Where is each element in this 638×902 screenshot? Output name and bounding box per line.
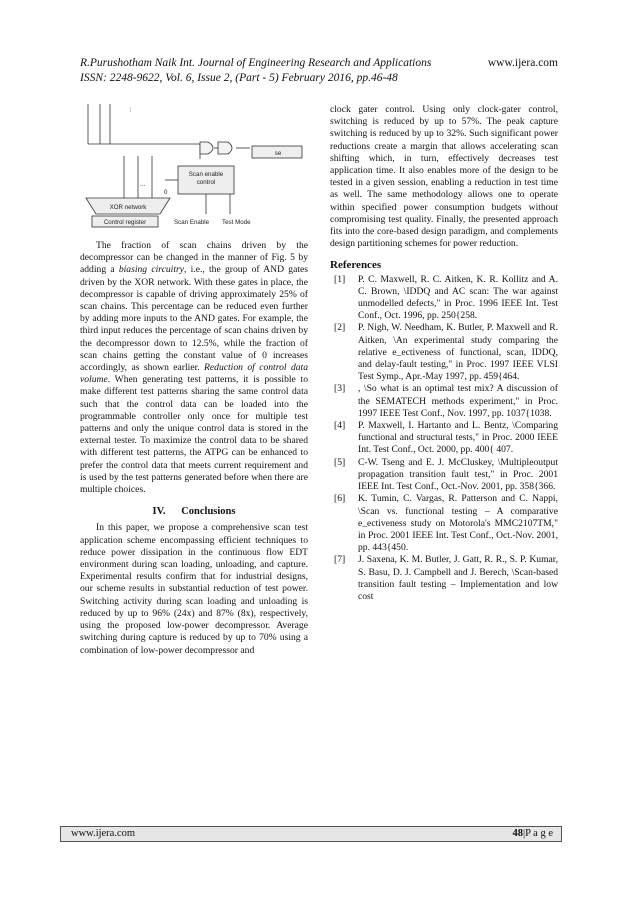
references-list xyxy=(330,274,558,603)
reference-text: C-W. Tseng and E. J. McCluskey, \Multipleoutput propagation transition fault test," in Proc. 2001 IEEE Int. Test Conf., Oct.-Nov. 2001, pp. 358{366. xyxy=(358,456,558,493)
reference-item xyxy=(330,274,558,323)
reference-text: K. Tumin, C. Vargas, R. Patterson and C. Nappi, \Scan vs. functional testing – A comparative e_ectiveness study on Motorola's MMC2107TM," in Proc. 2001 IEEE Int. Test Conf., Oct.-Nov. 2001, pp. 443{450. xyxy=(358,493,558,554)
scan-enable-control-label-1: Scan enable xyxy=(188,171,224,178)
chain-dots-top: ... xyxy=(128,107,135,113)
reference-text: P. C. Maxwell, R. C. Aitken, K. R. Kollitz and A. C. Brown, \IDDQ and AC scan: The war against unmodelled defects," in Proc. 1996 IEEE Int. Test Conf., Oct. 1996, pp. 250{258. xyxy=(358,273,558,322)
page-number xyxy=(513,827,554,841)
test-mode-label: Test Mode xyxy=(222,219,251,226)
reference-number: [5] xyxy=(334,456,346,468)
reference-text: P. Maxwell, I. Hartanto and L. Bentz, \Comparing functional and structural tests," in Proc. 2000 IEEE Int. Test Conf., Oct. 2000, pp. 400{ 407. xyxy=(358,420,558,456)
reference-number: [3] xyxy=(334,383,346,395)
reference-number: [2] xyxy=(334,322,346,334)
reference-text: J. Saxena, K. M. Butler, J. Gatt, R. R., S. P. Kumar, S. Basu, D. J. Campbell and J. Berech, \Scan-based transition fault testing – Implementation and low cost xyxy=(358,554,558,602)
bus-dots: ... xyxy=(140,181,146,188)
section-heading: IV. Conclusions xyxy=(152,506,236,518)
body-paragraph-continued: clock gater control. Using only clock-gater control, switching is reduced by up to 57%. The peak capture switching is reduced by up to 32%. Such significant power reductions create a margin that allows accelerating scan shifting which, in turn, effectively decreases test application time. It also enables more of the design to be tested in a given session, enabling a reduction in test time as well. The same methodology allows one to operate within specified power consumption budgets without compromising test quality. Finally, the presented approach fits into the core-based design paradigm, and complements design partitioning schemes for power reduction. xyxy=(330,104,558,250)
reference-item xyxy=(330,420,558,457)
footer-url[interactable]: www.ijera.com xyxy=(71,828,136,839)
reference-text: P. Nigh, W. Needham, K. Butler, P. Maxwell and R. Aitken, \An experimental study comparing the relative e_ectiveness of functional, scan, IDDQ, and delay-fault testing," in Proc. 1997 IEEE VLSI Test Symp., Apr.-May 1997, pp. 459{464. xyxy=(358,322,558,383)
and-gate-icon xyxy=(218,142,232,154)
page-suffix: |P a g e xyxy=(523,828,553,839)
text-run: . When generating test patterns, it is possible to make different test patterns sharing the same control data such that the control data can be loaded into the programmable controller only once for multiple test patterns and only the unique control data is stored in the external tester. To maximize the control data to be shared with different test patterns, the ATPG can be enhanced to prefer the control data that meets current requirement and is used by the test patterns generated before when there are multiple choices. xyxy=(80,374,308,496)
header-url[interactable]: www.ijera.com xyxy=(487,57,558,69)
reference-text: , \So what is an optimal test mix? A discussion of the SEMATECH methods experiment," in Proc. 1997 IEEE Test Conf., Nov. 1997, pp. 1037{1038. xyxy=(358,383,558,419)
reference-item xyxy=(330,554,558,603)
text-run: , i.e., the group of AND gates driven by the XOR network. With these gates in place, the decompressor is capable of driving approximately 25% of scan chains. This percentage can be reduced even further by adding more inputs to the AND gates. For example, the third input reduces the percentage of scan chains driven by the decompressor down to 12.5%, while the fraction of scan chains getting the constant value of 0 increases accordingly, as shown earlier. xyxy=(80,264,308,374)
se-label: se xyxy=(274,150,282,157)
scan-enable-control-label-2: control xyxy=(196,179,216,186)
issn-line: ISSN: 2248-9622, Vol. 6, Issue 2, (Part - 5) February 2016, pp.46-48 xyxy=(80,72,398,84)
decompressor-diagram xyxy=(80,104,308,228)
page-number-value: 48 xyxy=(512,828,523,839)
right-column xyxy=(330,104,558,603)
emphasis-text: biasing circuitry xyxy=(118,264,185,276)
reference-number: [4] xyxy=(334,420,346,432)
reference-item xyxy=(330,493,558,554)
references-heading: References xyxy=(330,259,382,272)
reference-number: [6] xyxy=(334,493,346,505)
xor-network-label: XOR network xyxy=(109,204,147,211)
body-paragraph xyxy=(80,240,308,496)
page-header xyxy=(80,56,558,86)
text-run: The fraction of scan chains driven by the decompressor can be changed in the manner of Fig. 5 by adding a xyxy=(80,240,308,276)
reference-item xyxy=(330,322,558,383)
scan-enable-label: Scan Enable xyxy=(174,219,210,226)
journal-citation: R.Purushotham Naik Int. Journal of Engineering Research and Applications xyxy=(80,57,432,69)
reference-item xyxy=(330,383,558,420)
bit0-label: 0 xyxy=(164,189,168,196)
reference-number: [1] xyxy=(334,273,346,285)
page-footer xyxy=(60,826,562,842)
figure-decompressor xyxy=(80,104,308,228)
emphasis-text: Reduction of control data volume xyxy=(80,362,308,386)
and-gate-icon xyxy=(200,142,213,154)
reference-number: [7] xyxy=(334,554,346,566)
left-column xyxy=(80,104,308,657)
conclusions-paragraph: In this paper, we propose a comprehensive scan test application scheme encompassing efficient techniques to reduce power dissipation in the continuous flow EDT environment during scan loading, unloading, and capture. Experimental results confirm that for industrial designs, our scheme results in substantial reduction of test power. Switching activity during scan loading and unloading is reduced by up to 96% (24x) and 87% (8x), respectively, using the proposed low-power decompressor. Average switching during capture is reduced by up to 70% using a combination of low-power decompressor and xyxy=(80,522,308,656)
control-register-label: Control register xyxy=(103,219,147,226)
reference-item xyxy=(330,457,558,494)
